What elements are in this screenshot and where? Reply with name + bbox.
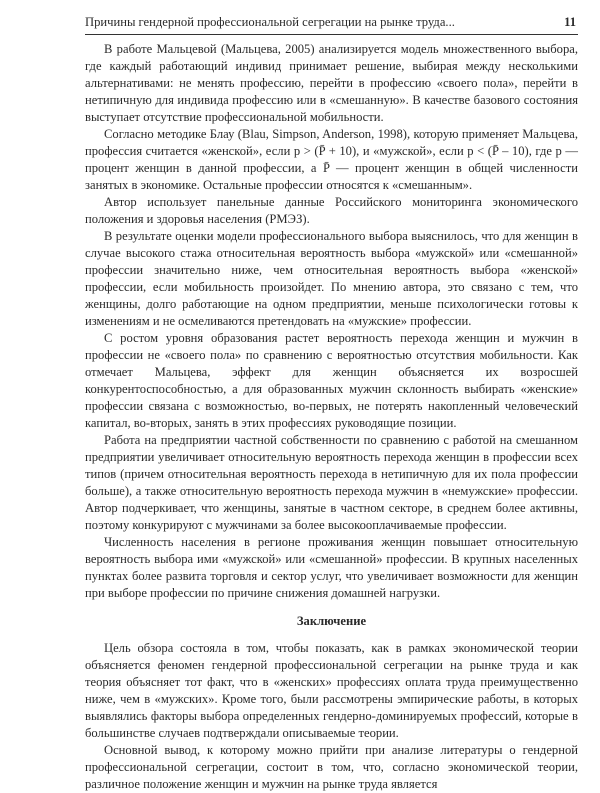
paragraph: С ростом уровня образования растет вероятность перехода женщин и мужчин в профессии не «своего пола» по сравнению с вероятностью отсутствия мобильности. Как отмечает Мальцева, эффект для женщин объясняется их возросшей конкурентоспособностью, а для образованных мужчин склонность выбирать «женские» профессии связана с возможностью, во-первых, не потерять накопленный человеческий капитал, во-вторых, занять в этих профессиях руководящие позиции. (85, 331, 578, 430)
paragraph: Численность населения в регионе проживания женщин повышает относительную вероятность выбора ими «мужской» или «смешанной» профессии. В крупных населенных пунктах более развита торговля и сектор услуг, что увеличивает возможности для женщин при выборе профессии по причине снижения домашней нагрузки. (85, 535, 578, 600)
running-header (85, 14, 578, 35)
body-text (85, 41, 578, 793)
paragraph: Работа на предприятии частной собственности по сравнению с работой на смешанном предприятии увеличивает относительную вероятность перехода женщин в профессии всех типов (причем относительная вероятность перехода в нетипичную для их пола профессии больше), а также относительную вероятность перехода мужчин в «немужские» профессии. Автор подчеркивает, что женщины, занятые в частном секторе, в среднем более активны, поэтому конкурируют с мужчинами за более высокооплачиваемые профессии. (85, 433, 578, 532)
paragraph: В работе Мальцевой (Мальцева, 2005) анализируется модель множественного выбора, где каждый работающий индивид принимает решение, выбирая между несколькими альтернативами: не менять профессию, перейти в профессию «своего пола», перейти в нетипичную для индивида профессию или в «смешанную». В качестве базового состояния выступает отсутствие профессиональной мобильности. (85, 42, 578, 124)
paragraph: Цель обзора состояла в том, чтобы показать, как в рамках экономической теории объясняется феномен гендерной профессиональной сегрегации на рынке труда и как теория объясняет тот факт, что в «женских» профессиях оплата труда преимущественно ниже, чем в «мужских». Кроме того, были рассмотрены эмпирические работы, в которых выявлялись факторы выбора определенных гендерно-доминируемых профессий, которые в большинстве случаев подтверждали описываемые теории. (85, 641, 578, 740)
section-heading: Заключение (296, 614, 367, 628)
paragraph: В результате оценки модели профессионального выбора выяснилось, что для женщин в случае высокого стажа относительная вероятность выбора «мужской» или «смешанной» профессии значительно ниже, чем относительная вероятность выбора «женской» профессии, если мобильность произойдет. По мнению автора, это связано с тем, что женщины, долго работающие на одном предприятии, меньше психологически готовы к изменениям и не осмеливаются претендовать на «мужские» профессии. (85, 229, 578, 328)
paragraph: Согласно методике Блау (Blau, Simpson, Anderson, 1998), которую применяет Мальцева, профессия считается «женской», если p > (P̄ + 10), и «мужской», если p < (P̄ – 10), где p — процент женщин в данной профессии, а P̄ — процент женщин в общей численности занятых в экономике. Остальные профессии относятся к «смешанным». (85, 127, 578, 192)
running-title: Причины гендерной профессиональной сегрегации на рынке труда... (85, 15, 455, 29)
paragraph: Основной вывод, к которому можно прийти при анализе литературы о гендерной профессиональной сегрегации, состоит в том, что, согласно экономической теории, различное положение женщин и мужчин на рынке труда является (85, 743, 578, 791)
page-number: 11 (564, 15, 576, 29)
paragraph: Автор использует панельные данные Российского мониторинга экономического положения и здоровья населения (РМЭЗ). (85, 195, 578, 226)
